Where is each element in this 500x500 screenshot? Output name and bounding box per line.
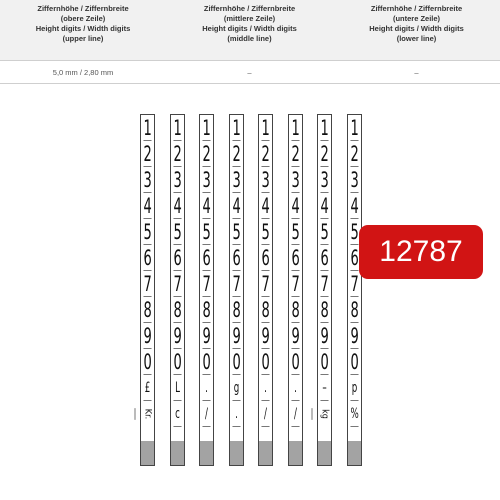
wheel-character: 7	[172, 272, 182, 296]
spec-table-header	[0, 0, 500, 60]
header-text: (upper line)	[62, 34, 104, 43]
wheel-character: 9	[172, 324, 182, 348]
header-text: Ziffernhöhe / Ziffernbreite	[37, 4, 129, 13]
wheel-character: 5	[261, 220, 270, 244]
wheel-character: 7	[261, 272, 270, 296]
value-upper-line: 5,0 mm / 2,80 mm	[52, 68, 114, 77]
wheel-character: kg	[312, 408, 338, 420]
digit-wheel	[170, 114, 185, 466]
wheel-character: 8	[261, 298, 270, 322]
wheel-character: 8	[172, 298, 182, 322]
wheel-character: 2	[202, 142, 211, 166]
wheel-character: 5	[290, 220, 300, 244]
wheel-character: 4	[349, 194, 359, 218]
wheel-character: 3	[202, 168, 211, 192]
wheel-character: %	[350, 401, 358, 427]
wheel-blank-segment	[259, 441, 272, 465]
wheel-character: 4	[202, 194, 211, 218]
value-middle-line: –	[247, 68, 252, 77]
wheel-character: 9	[320, 324, 329, 348]
wheel-character: 2	[172, 142, 182, 166]
wheel-character: 8	[231, 298, 241, 322]
wheel-character: 3	[231, 168, 241, 192]
wheel-character: 7	[143, 272, 152, 296]
article-number-badge: 12787	[359, 225, 483, 279]
wheel-character: 1	[290, 116, 300, 140]
wheel-character: 8	[290, 298, 300, 322]
wheel-character: 4	[172, 194, 182, 218]
wheel-character: 8	[320, 298, 329, 322]
wheel-character: 7	[290, 272, 300, 296]
wheel-character: .	[202, 375, 210, 401]
digit-wheels	[140, 114, 365, 466]
wheel-character: 0	[349, 350, 359, 374]
wheel-character: 2	[261, 142, 270, 166]
wheel-character: 6	[349, 246, 359, 270]
digit-wheel	[258, 114, 273, 466]
wheel-character: 7	[320, 272, 329, 296]
wheel-character: L	[173, 375, 181, 401]
wheel-blank-segment	[318, 441, 331, 465]
wheel-character: c	[173, 401, 181, 427]
header-text: (lower line)	[396, 34, 437, 43]
wheel-character: 7	[349, 272, 359, 296]
wheel-blank-segment	[171, 441, 184, 465]
wheel-character: 6	[261, 246, 270, 270]
wheel-character: 3	[172, 168, 182, 192]
wheel-character: /	[202, 401, 210, 427]
wheel-character: 6	[202, 246, 211, 270]
wheel-character: 4	[290, 194, 300, 218]
wheel-character: .	[291, 375, 299, 401]
wheel-character: 5	[143, 220, 152, 244]
wheel-character: /	[291, 401, 299, 427]
wheel-character: /	[261, 401, 269, 427]
wheel-character: 0	[261, 350, 270, 374]
wheel-character: 0	[143, 350, 152, 374]
wheel-character: 6	[320, 246, 329, 270]
wheel-character: 1	[320, 116, 329, 140]
wheel-character: 9	[231, 324, 241, 348]
wheel-character: 3	[290, 168, 300, 192]
header-text: Ziffernhöhe / Ziffernbreite	[370, 4, 463, 13]
spec-value-row	[0, 60, 500, 84]
wheel-blank-segment	[200, 441, 213, 465]
wheel-character: 4	[231, 194, 241, 218]
wheel-character: 0	[320, 350, 329, 374]
wheel-character: 9	[261, 324, 270, 348]
wheel-character: 6	[143, 246, 152, 270]
digit-wheel	[347, 114, 362, 466]
digit-wheel	[288, 114, 303, 466]
wheel-character: 7	[231, 272, 241, 296]
wheel-blank-segment	[289, 441, 302, 465]
wheel-character: 1	[231, 116, 241, 140]
header-text: (middle line)	[227, 34, 272, 43]
wheel-character: 7	[202, 272, 211, 296]
wheel-character: 5	[349, 220, 359, 244]
wheel-character: 3	[143, 168, 152, 192]
header-upper-line	[0, 4, 166, 44]
header-middle-line	[166, 4, 333, 44]
wheel-blank-segment	[141, 441, 154, 465]
wheel-character: 1	[143, 116, 152, 140]
wheel-character: 5	[202, 220, 211, 244]
wheel-character: 8	[143, 298, 152, 322]
wheel-character: .	[261, 375, 269, 401]
wheel-character: 6	[231, 246, 241, 270]
wheel-character: 6	[290, 246, 300, 270]
wheel-character: £	[143, 375, 151, 401]
digit-wheel	[317, 114, 332, 466]
wheel-character: 4	[143, 194, 152, 218]
wheel-character: 1	[261, 116, 270, 140]
header-text: Height digits / Width digits	[35, 24, 131, 33]
wheel-character: 3	[261, 168, 270, 192]
wheel-character: 1	[202, 116, 211, 140]
wheel-blank-segment	[230, 441, 243, 465]
header-lower-line	[333, 4, 500, 44]
header-text: (obere Zeile)	[60, 14, 106, 23]
wheel-character: 2	[349, 142, 359, 166]
wheel-character: 6	[172, 246, 182, 270]
digit-wheel	[199, 114, 214, 466]
wheel-character: .	[232, 401, 240, 427]
wheel-character: 4	[320, 194, 329, 218]
wheel-character: 1	[172, 116, 182, 140]
wheel-character: 2	[143, 142, 152, 166]
wheel-character: 5	[172, 220, 182, 244]
wheel-character: g	[232, 375, 240, 401]
wheel-character: 4	[261, 194, 270, 218]
wheel-blank-segment	[348, 441, 361, 465]
wheel-character: 2	[290, 142, 300, 166]
wheel-character: 5	[320, 220, 329, 244]
value-lower-line: –	[414, 68, 419, 77]
wheel-character: 3	[320, 168, 329, 192]
wheel-character: 2	[231, 142, 241, 166]
digit-wheel	[140, 114, 155, 466]
wheel-character: –	[320, 375, 328, 401]
wheel-character: 8	[202, 298, 211, 322]
wheel-character: 9	[290, 324, 300, 348]
wheel-character: 3	[349, 168, 359, 192]
wheel-character: p	[350, 375, 358, 401]
wheel-character: 0	[231, 350, 241, 374]
wheel-character: 0	[202, 350, 211, 374]
digit-wheel	[229, 114, 244, 466]
header-text: Ziffernhöhe / Ziffernbreite	[203, 4, 296, 13]
wheel-character: 9	[349, 324, 359, 348]
header-text: Height digits / Width digits	[202, 24, 297, 33]
wheel-character: 9	[143, 324, 152, 348]
wheel-character: 9	[202, 324, 211, 348]
wheel-character: 5	[231, 220, 241, 244]
header-text: (untere Zeile)	[392, 14, 441, 23]
wheel-character: 1	[349, 116, 359, 140]
header-text: Height digits / Width digits	[369, 24, 464, 33]
wheel-character: Kr.	[135, 408, 161, 420]
wheel-character: 2	[320, 142, 329, 166]
wheel-character: 0	[172, 350, 182, 374]
wheel-character: 0	[290, 350, 300, 374]
wheel-character: 8	[349, 298, 359, 322]
header-text: (mittlere Zeile)	[223, 14, 276, 23]
